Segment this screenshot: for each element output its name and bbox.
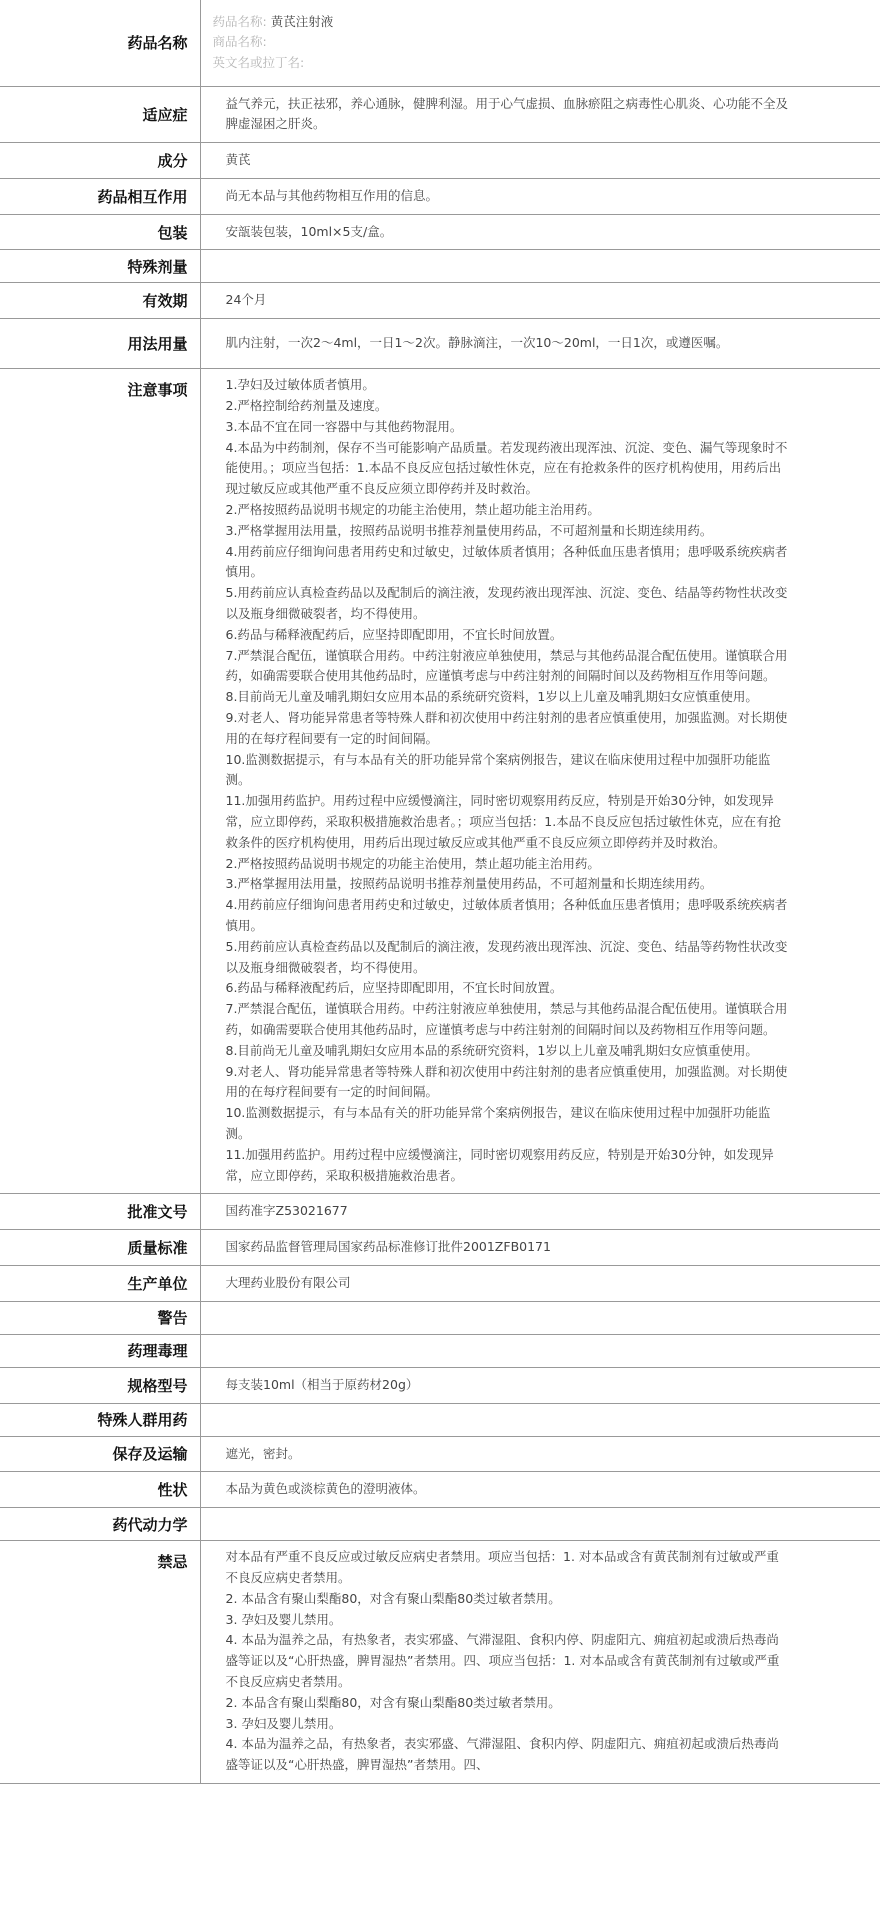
precaution-item: 4.本品为中药制剂，保存不当可能影响产品质量。若发现药液出现浑浊、沉淀、变色、漏气等现象时不能使用。；项应当包括：1.本品不良反应包括过敏性休克，应在有抢救条件的医疗机构使用，用药后出现过敏反应或其他严重不良反应须立即停药并及时救治。 xyxy=(225,439,788,497)
trade-name-prefix: 商品名称: xyxy=(212,34,267,50)
ingredients-value: 黄芪 xyxy=(225,152,251,168)
precaution-item: 2.严格按照药品说明书规定的功能主治使用，禁止超功能主治用药。 xyxy=(225,855,600,871)
contraindication-item: 3. 孕妇及婴儿禁用。 xyxy=(225,1611,342,1627)
special-dosage-value xyxy=(200,250,880,283)
precaution-item: 2.严格按照药品说明书规定的功能主治使用，禁止超功能主治用药。 xyxy=(225,502,600,518)
precaution-item: 6.药品与稀释液配药后，应坚持即配即用，不宜长时间放置。 xyxy=(225,980,563,996)
contraindication-item: 2. 本品含有聚山梨酯80，对含有聚山梨酯80类过敏者禁用。 xyxy=(225,1694,561,1710)
warning-label: 警告 xyxy=(0,1301,200,1334)
appearance-label: 性状 xyxy=(0,1472,200,1508)
precaution-item: 4.用药前应仔细询问患者用药史和过敏史，过敏体质者慎用；各种低血压患者慎用；患呼吸系统疾病者慎用。 xyxy=(225,897,788,933)
row-ingredients xyxy=(0,143,880,179)
approval-no-value: 国药准字Z53021677 xyxy=(225,1203,348,1219)
precautions-value xyxy=(200,369,880,1194)
quality-standard-value: 国家药品监督管理局国家药品标准修订批件2001ZFB0171 xyxy=(225,1239,551,1255)
contraindications-label: 禁忌 xyxy=(0,1541,200,1784)
usage-label: 用法用量 xyxy=(0,319,200,369)
row-drug-name xyxy=(0,0,880,86)
precaution-item: 11.加强用药监护。用药过程中应缓慢滴注，同时密切观察用药反应，特别是开始30分钟，如发现异常，应立即停药，采取积极措施救治患者。；项应当包括：1.本品不良反应包括过敏性休克，应在有抢救条件的医疗机构使用，用药后出现过敏反应或其他严重不良反应须立即停药并及时救治。 xyxy=(225,793,782,850)
precaution-item: 3.严格掌握用法用量，按照药品说明书推荐剂量使用药品，不可超剂量和长期连续用药。 xyxy=(225,522,713,538)
toxicology-value xyxy=(200,1334,880,1367)
row-warning xyxy=(0,1301,880,1334)
precaution-item: 10.监测数据提示，有与本品有关的肝功能异常个案病例报告，建议在临床使用过程中加强肝功能监测。 xyxy=(225,751,771,788)
row-package xyxy=(0,214,880,250)
drug-name-value xyxy=(200,0,880,86)
package-value: 安瓿装包装，10ml×5支/盒。 xyxy=(225,223,393,239)
contraindication-item: 3. 孕妇及婴儿禁用。 xyxy=(225,1715,342,1731)
precaution-item: 2.严格控制给药剂量及速度。 xyxy=(225,398,388,414)
precaution-item: 7.严禁混合配伍，谨慎联合用药。中药注射液应单独使用，禁忌与其他药品混合配伍使用。谨慎联合用药，如确需要联合使用其他药品时，应谨慎考虑与中药注射剂的间隔时间以及药物相互作用等问题。 xyxy=(225,1001,788,1037)
row-quality-standard xyxy=(0,1230,880,1266)
interactions-label: 药品相互作用 xyxy=(0,178,200,214)
contraindication-item: 对本品有严重不良反应或过敏反应病史者禁用。项应当包括：1. 对本品或含有黄芪制剂有过敏或严重不良反应病史者禁用。 xyxy=(225,1549,779,1585)
quality-standard-label: 质量标准 xyxy=(0,1230,200,1266)
warning-value xyxy=(200,1301,880,1334)
precautions-label: 注意事项 xyxy=(0,369,200,1194)
indication-value: 益气养元，扶正祛邪，养心通脉，健脾利湿。用于心气虚损、血脉瘀阻之病毒性心肌炎、心功能不全及脾虚湿困之肝炎。 xyxy=(225,95,789,132)
package-label: 包装 xyxy=(0,214,200,250)
interactions-value: 尚无本品与其他药物相互作用的信息。 xyxy=(225,187,439,203)
row-manufacturer xyxy=(0,1265,880,1301)
generic-name-value: 黄芪注射液 xyxy=(270,13,334,29)
special-dosage-label: 特殊剂量 xyxy=(0,250,200,283)
usage-value: 肌内注射，一次2～4ml，一日1～2次。静脉滴注，一次10～20ml，一日1次，或遵医嘱。 xyxy=(225,335,729,351)
english-name-prefix: 英文名或拉丁名: xyxy=(212,55,305,71)
contraindications-value xyxy=(200,1541,880,1784)
storage-label: 保存及运输 xyxy=(0,1436,200,1472)
special-population-value xyxy=(200,1403,880,1436)
row-pharmacokinetics xyxy=(0,1508,880,1541)
spec-value: 每支装10ml（相当于原药材20g） xyxy=(225,1376,419,1392)
precaution-item: 11.加强用药监护。用药过程中应缓慢滴注，同时密切观察用药反应，特别是开始30分钟，如发现异常，应立即停药，采取积极措施救治患者。 xyxy=(225,1146,774,1183)
row-validity xyxy=(0,283,880,319)
pharmacokinetics-label: 药代动力学 xyxy=(0,1508,200,1541)
validity-label: 有效期 xyxy=(0,283,200,319)
validity-value: 24个月 xyxy=(225,292,267,308)
drug-name-label: 药品名称 xyxy=(0,0,200,86)
precaution-item: 8.目前尚无儿童及哺乳期妇女应用本品的系统研究资料，1岁以上儿童及哺乳期妇女应慎重使用。 xyxy=(225,1042,758,1058)
row-spec xyxy=(0,1367,880,1403)
row-contraindications xyxy=(0,1541,880,1784)
ingredients-label: 成分 xyxy=(0,143,200,179)
contraindication-item: 4. 本品为温养之品，有热象者，表实邪盛、气滞湿阻、食积内停、阴虚阳亢、痈疽初起或溃后热毒尚盛等证以及“心肝热盛，脾胃湿热”者禁用。四、项应当包括：1. 对本品或含有黄芪制剂有过敏或严重不良反应病史者禁用。 xyxy=(225,1632,780,1689)
precaution-item: 8.目前尚无儿童及哺乳期妇女应用本品的系统研究资料，1岁以上儿童及哺乳期妇女应慎重使用。 xyxy=(225,689,758,705)
row-interactions xyxy=(0,178,880,214)
pharmacokinetics-value xyxy=(200,1508,880,1541)
precaution-item: 6.药品与稀释液配药后，应坚持即配即用，不宜长时间放置。 xyxy=(225,626,563,642)
row-usage xyxy=(0,319,880,369)
precaution-item: 9.对老人、肾功能异常患者等特殊人群和初次使用中药注射剂的患者应慎重使用，加强监测。对长期使用的在每疗程间要有一定的时间间隔。 xyxy=(225,1063,788,1100)
generic-name-prefix: 药品名称: xyxy=(212,13,267,29)
appearance-value: 本品为黄色或淡棕黄色的澄明液体。 xyxy=(225,1481,426,1497)
row-toxicology xyxy=(0,1334,880,1367)
precaution-item: 4.用药前应仔细询问患者用药史和过敏史，过敏体质者慎用；各种低血压患者慎用；患呼吸系统疾病者慎用。 xyxy=(225,543,788,580)
special-population-label: 特殊人群用药 xyxy=(0,1403,200,1436)
manufacturer-label: 生产单位 xyxy=(0,1265,200,1301)
row-appearance xyxy=(0,1472,880,1508)
precaution-item: 1.孕妇及过敏体质者慎用。 xyxy=(225,377,375,393)
row-storage xyxy=(0,1436,880,1472)
spec-label: 规格型号 xyxy=(0,1367,200,1403)
precaution-item: 5.用药前应认真检查药品以及配制后的滴注液，发现药液出现浑浊、沉淀、变色、结晶等药物性状改变以及瓶身细微破裂者，均不得使用。 xyxy=(225,585,788,622)
storage-value: 遮光，密封。 xyxy=(225,1445,301,1461)
precaution-item: 5.用药前应认真检查药品以及配制后的滴注液，发现药液出现浑浊、沉淀、变色、结晶等药物性状改变以及瓶身细微破裂者，均不得使用。 xyxy=(225,938,788,975)
row-indication xyxy=(0,86,880,143)
toxicology-label: 药理毒理 xyxy=(0,1334,200,1367)
precaution-item: 3.严格掌握用法用量，按照药品说明书推荐剂量使用药品，不可超剂量和长期连续用药。 xyxy=(225,876,713,892)
row-special-population xyxy=(0,1403,880,1436)
contraindication-item: 2. 本品含有聚山梨酯80，对含有聚山梨酯80类过敏者禁用。 xyxy=(225,1590,561,1606)
precaution-item: 3.本品不宜在同一容器中与其他药物混用。 xyxy=(225,418,463,434)
approval-no-label: 批准文号 xyxy=(0,1194,200,1230)
manufacturer-value: 大理药业股份有限公司 xyxy=(225,1274,351,1290)
row-precautions xyxy=(0,369,880,1194)
indication-label: 适应症 xyxy=(0,86,200,143)
row-special-dosage xyxy=(0,250,880,283)
precaution-item: 7.严禁混合配伍，谨慎联合用药。中药注射液应单独使用，禁忌与其他药品混合配伍使用。谨慎联合用药，如确需要联合使用其他药品时，应谨慎考虑与中药注射剂的间隔时间以及药物相互作用等问题。 xyxy=(225,647,788,684)
precaution-item: 9.对老人、肾功能异常患者等特殊人群和初次使用中药注射剂的患者应慎重使用，加强监测。对长期使用的在每疗程间要有一定的时间间隔。 xyxy=(225,710,788,746)
precaution-item: 10.监测数据提示，有与本品有关的肝功能异常个案病例报告，建议在临床使用过程中加强肝功能监测。 xyxy=(225,1105,771,1141)
contraindication-item: 4. 本品为温养之品，有热象者，表实邪盛、气滞湿阻、食积内停、阴虚阳亢、痈疽初起或溃后热毒尚盛等证以及“心肝热盛，脾胃湿热”者禁用。四、 xyxy=(225,1736,779,1773)
row-approval-no xyxy=(0,1194,880,1230)
